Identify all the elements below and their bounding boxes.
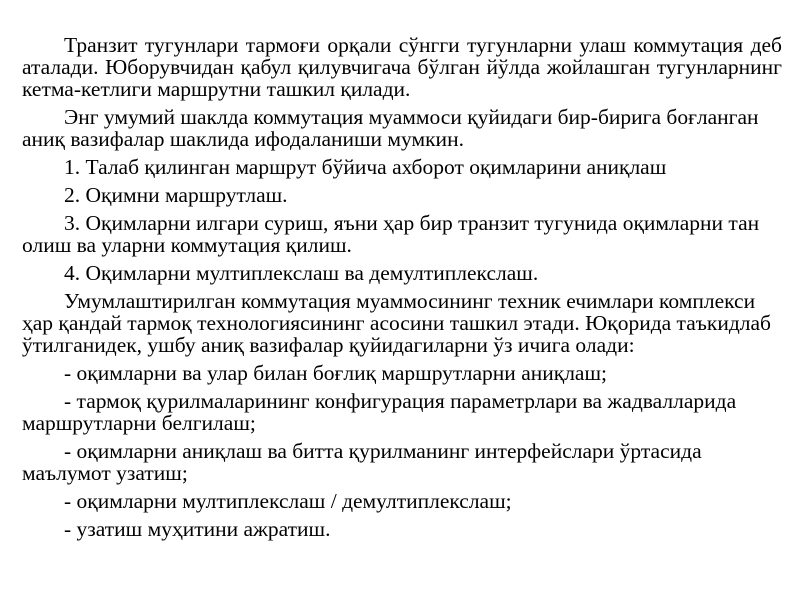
- paragraph-switching-definition: Транзит тугунлари тармоғи орқали сўнгги тугунларни улаш коммутация деб аталади. Юборувчидан қабул қилувчигача бўлган йўлда жойлашган тугунларнинг кетма-кетлиги маршрутни ташкил қилади.: [22, 33, 782, 101]
- list-item-task-4: 4. Оқимларни мултиплекслаш ва демултиплекслаш.: [64, 261, 539, 285]
- paragraph-switching-problem: Энг умумий шаклда коммутация муаммоси қуйидаги бир-бирига боғланган аниқ вазифалар шаклида ифодаланиши мумкин.: [22, 105, 759, 151]
- bullet-item-1: - оқимларни ва улар билан боғлиқ маршрутларни аниқлаш;: [64, 361, 607, 385]
- bullet-item-5: - узатиш муҳитини ажратиш.: [64, 517, 331, 541]
- list-item-task-3: 3. Оқимларни илгари суриш, яъни ҳар бир транзит тугунида оқимларни тан олиш ва уларни коммутация қилиш.: [22, 211, 760, 257]
- list-item-task-1: 1. Талаб қилинган маршрут бўйича ахборот оқимларини аниқлаш: [64, 155, 667, 179]
- bullet-item-3: - оқимларни аниқлаш ва битта қурилманинг интерфейслари ўртасида маълумот узатиш;: [22, 439, 702, 485]
- bullet-item-4: - оқимларни мултиплекслаш / демултиплекслаш;: [64, 489, 512, 513]
- paragraph-technical-solutions: Умумлаштирилган коммутация муаммосининг техник ечимлари комплекси ҳар қандай тармоқ технологиясининг асосини ташкил этади. Юқорида таъкидлаб ўтилганидек, ушбу аниқ вазифалар қуйидагиларни ўз ичига олади:: [22, 289, 771, 357]
- document-body: [22, 34, 782, 546]
- bullet-item-2: - тармоқ қурилмаларининг конфигурация параметрлари ва жадвалларида маршрутларни белгилаш;: [22, 389, 737, 435]
- list-item-task-2: 2. Оқимни маршрутлаш.: [64, 183, 288, 207]
